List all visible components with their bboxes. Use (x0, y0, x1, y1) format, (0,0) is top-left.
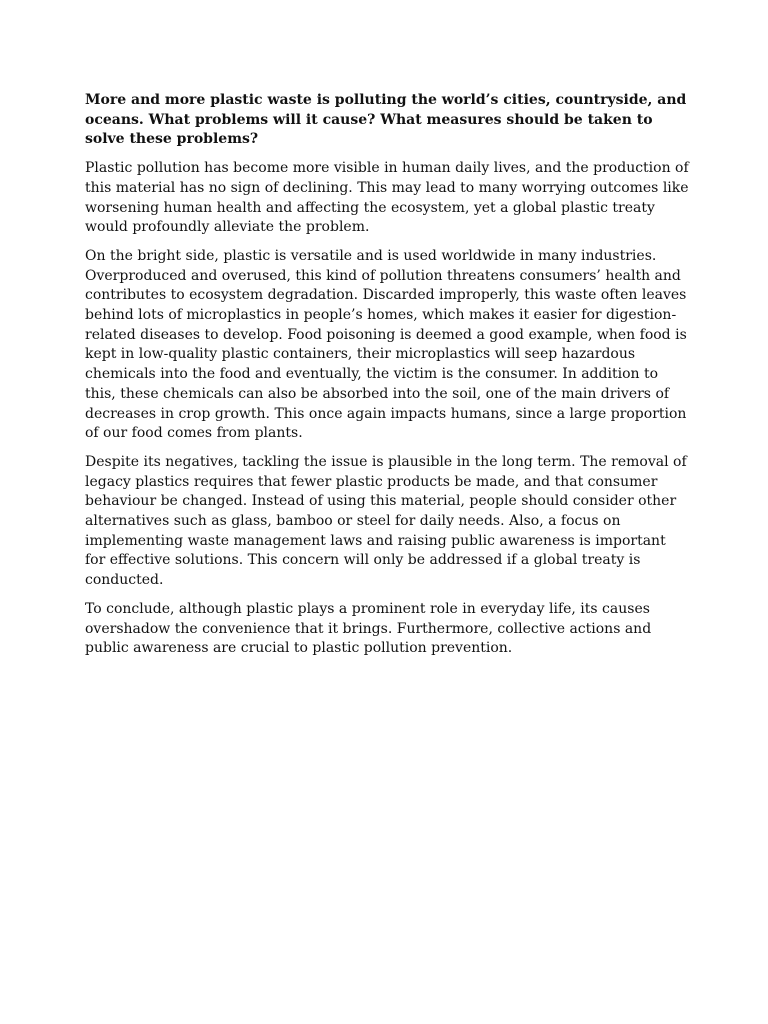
document-page (85, 91, 690, 668)
paragraph-introduction: Plastic pollution has become more visible in human daily lives, and the production of this material has no sign of declining. This may lead to many worrying outcomes like worsening human health and affecting the ecosystem, yet a global plastic treaty would profoundly alleviate the problem. (85, 160, 689, 236)
essay-question: More and more plastic waste is polluting the world’s cities, countryside, and oceans. What problems will it cause? What measures should be taken to solve these problems? (85, 92, 687, 148)
paragraph-conclusion: To conclude, although plastic plays a prominent role in everyday life, its causes overshadow the convenience that it brings. Furthermore, collective actions and public awareness are crucial to plastic pollution prevention. (85, 600, 652, 657)
paragraph-problems: On the bright side, plastic is versatile and is used worldwide in many industries. Overproduced and overused, this kind of pollution threatens consumers’ health and contributes to ecosystem degradation. Discarded improperly, this waste often leaves behind lots of microplastics in people’s homes, which makes it easier for digestion-related diseases to develop. Food poisoning is deemed a good example, when food is kept in low-quality plastic containers, their microplastics will seep hazardous chemicals into the food and eventually, the victim is the consumer. In addition to this, these chemicals can also be absorbed into the soil, one of the main drivers of decreases in crop growth. This once again impacts humans, since a large proportion of our food comes from plants. (85, 247, 687, 442)
paragraph-solutions: Despite its negatives, tackling the issue is plausible in the long term. The removal of legacy plastics requires that fewer plastic products be made, and that consumer behaviour be changed. Instead of using this material, people should consider other alternatives such as glass, bamboo or steel for daily needs. Also, a focus on implementing waste management laws and raising public awareness is important for effective solutions. This concern will only be addressed if a global treaty is conducted. (85, 453, 687, 589)
